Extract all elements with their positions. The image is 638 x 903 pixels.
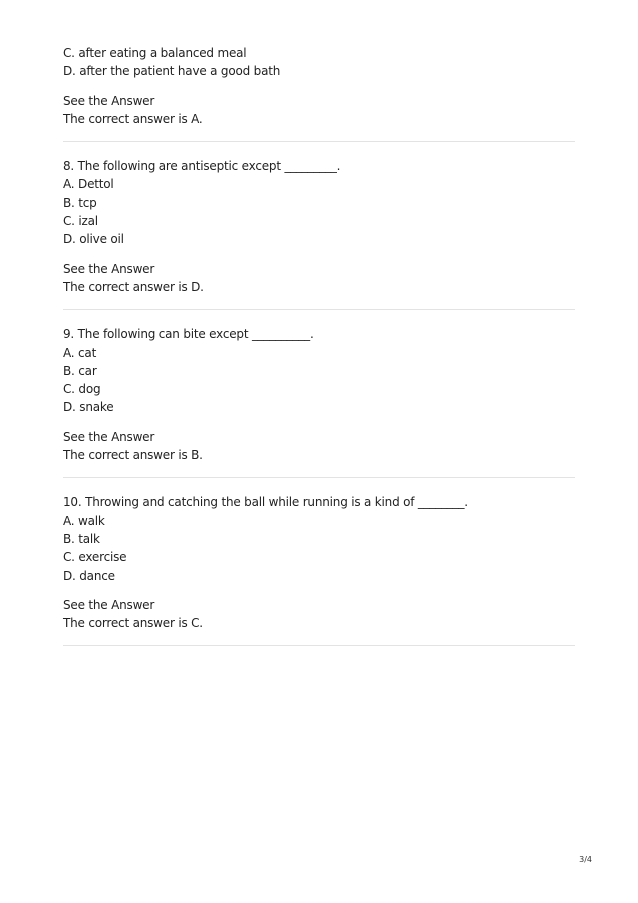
question-8 xyxy=(63,157,575,310)
question-9 xyxy=(63,325,575,478)
option-a: A. Dettol xyxy=(63,177,114,192)
answer-block xyxy=(63,428,575,465)
correct-answer-text: The correct answer is D. xyxy=(63,279,204,294)
correct-answer-text: The correct answer is C. xyxy=(63,616,203,631)
question-text: 9. The following can bite except __________. xyxy=(63,327,314,342)
option-d: D. after the patient have a good bath xyxy=(63,64,281,79)
option-b: B. tcp xyxy=(63,195,97,210)
option-a: A. cat xyxy=(63,345,97,360)
divider xyxy=(63,645,575,646)
option-d: D. snake xyxy=(63,400,114,415)
question-10 xyxy=(63,493,575,646)
answer-block xyxy=(63,92,575,129)
answer-block xyxy=(63,596,575,633)
question-text: 10. Throwing and catching the ball while running is a kind of ________. xyxy=(63,495,468,510)
option-c: C. after eating a balanced meal xyxy=(63,46,247,60)
page-number: 3/4 xyxy=(579,855,592,864)
option-d: D. olive oil xyxy=(63,232,124,247)
correct-answer-text: The correct answer is A. xyxy=(63,111,203,126)
see-answer-link[interactable]: See the Answer xyxy=(63,597,155,612)
divider xyxy=(63,309,575,310)
divider xyxy=(63,477,575,478)
question-7-continued xyxy=(63,44,575,142)
option-a: A. walk xyxy=(63,513,105,528)
answer-block xyxy=(63,260,575,297)
see-answer-link[interactable]: See the Answer xyxy=(63,93,155,108)
option-b: B. talk xyxy=(63,531,100,546)
see-answer-link[interactable]: See the Answer xyxy=(63,261,155,276)
option-d: D. dance xyxy=(63,568,115,583)
divider xyxy=(63,141,575,142)
option-c: C. exercise xyxy=(63,550,127,565)
see-answer-link[interactable]: See the Answer xyxy=(63,429,155,444)
quiz-page xyxy=(63,44,575,661)
option-c: C. izal xyxy=(63,214,98,229)
correct-answer-text: The correct answer is B. xyxy=(63,448,203,463)
option-b: B. car xyxy=(63,363,97,378)
option-c: C. dog xyxy=(63,382,101,397)
question-text: 8. The following are antiseptic except _________. xyxy=(63,159,341,174)
